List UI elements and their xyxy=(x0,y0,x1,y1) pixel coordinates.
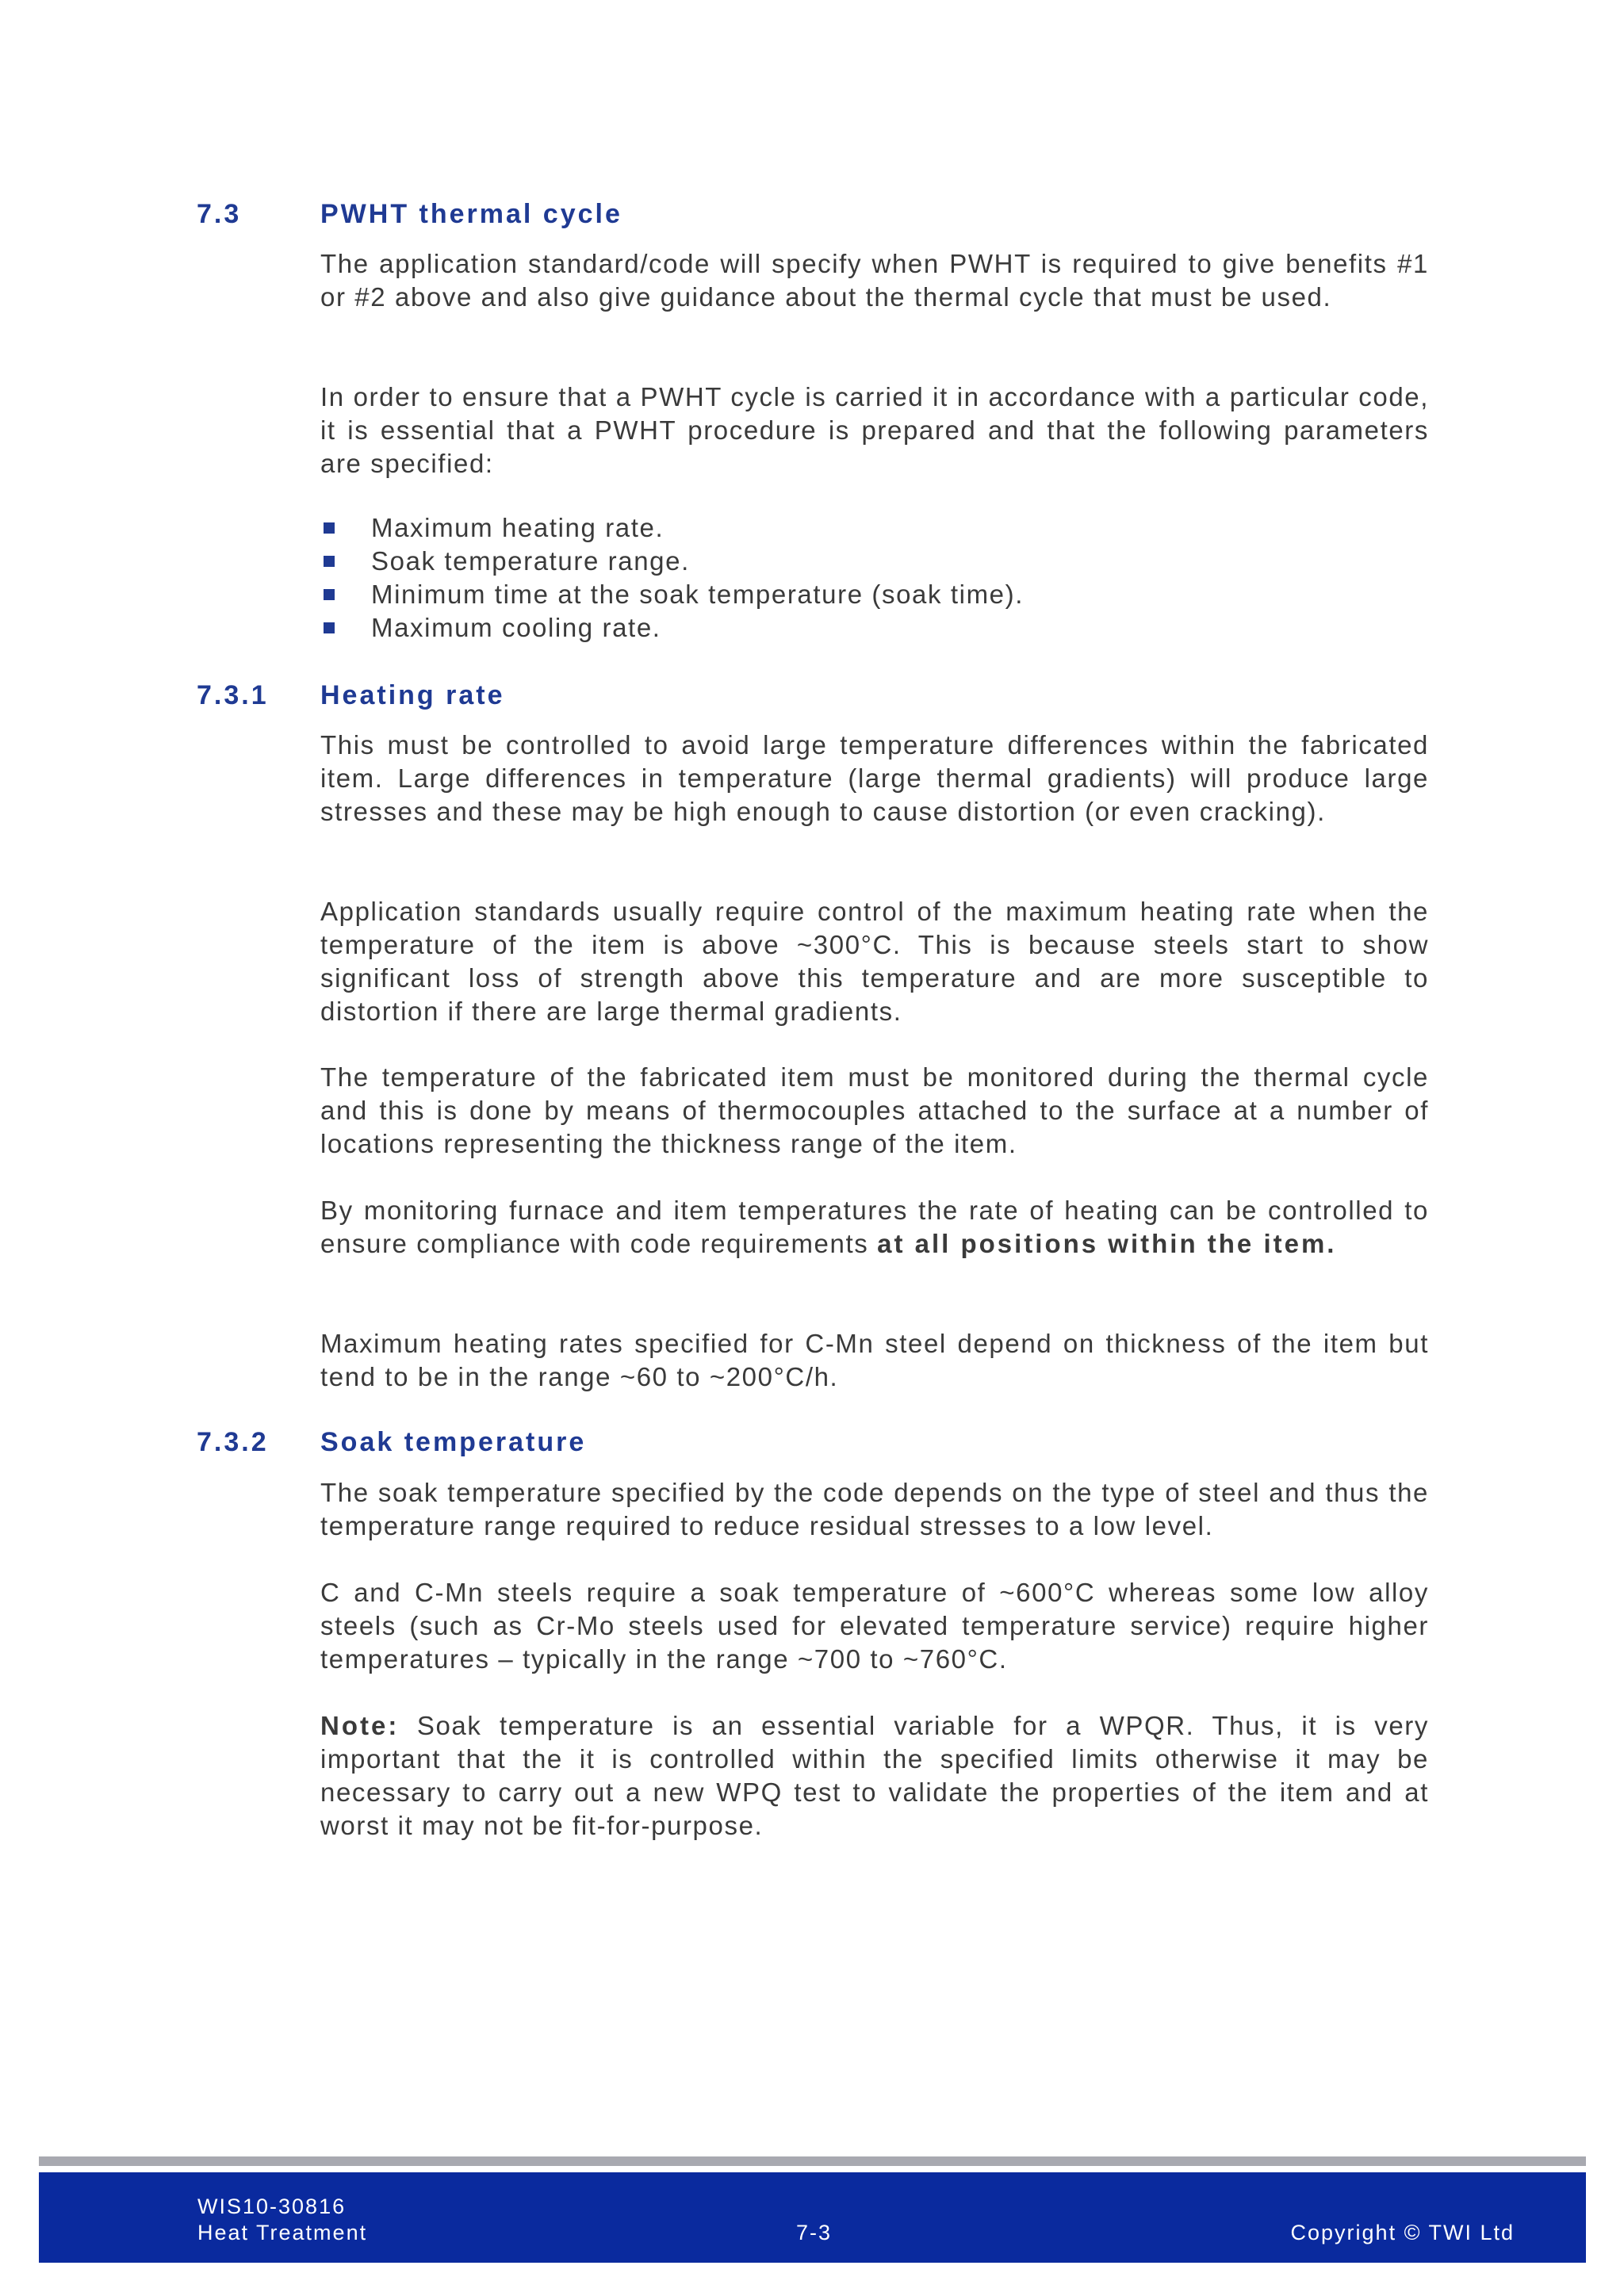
square-bullet-icon xyxy=(324,622,335,633)
paragraph: In order to ensure that a PWHT cycle is carried it in accordance with a particular code, it is essential that a PWHT procedure is prepared and that the following parameters are specified: xyxy=(320,382,1429,478)
emphasis-text: at all positions within the item. xyxy=(877,1229,1337,1258)
footer-copyright: Copyright © TWI Ltd xyxy=(1290,2221,1515,2244)
section-title: Soak temperature xyxy=(320,1427,587,1457)
paragraph: C and C-Mn steels require a soak temperature of ~600°C whereas some low alloy steels (such as Cr-Mo steels used for elevated temperature service) require higher temperatures – typically in the range ~700 to ~760°C. xyxy=(320,1578,1429,1674)
section-number: 7.3.1 xyxy=(197,680,269,710)
paragraph: The soak temperature specified by the code depends on the type of steel and thus the temperature range required to reduce residual stresses to a low level. xyxy=(320,1478,1429,1540)
section-number: 7.3 xyxy=(197,199,242,229)
section-title: PWHT thermal cycle xyxy=(320,199,622,229)
note-paragraph: Note: Soak temperature is an essential variable for a WPQR. Thus, it is very important that the it is controlled within the specified limits otherwise it may be necessary to carry out a new WPQ test to validate the properties of the item and at worst it may not be fit-for-purpose. xyxy=(320,1711,1429,1840)
paragraph: By monitoring furnace and item temperatures the rate of heating can be controlled to ensure compliance with code requirements at all positions within the item. xyxy=(320,1196,1429,1258)
list-item: Maximum cooling rate. xyxy=(320,611,1024,645)
square-bullet-icon xyxy=(324,556,335,567)
square-bullet-icon xyxy=(324,589,335,600)
section-title: Heating rate xyxy=(320,680,505,710)
note-label: Note: xyxy=(320,1711,400,1740)
paragraph: The application standard/code will specify when PWHT is required to give benefits #1 or #2 above and also give guidance about the thermal cycle that must be used. xyxy=(320,249,1429,312)
footer-chapter: Heat Treatment xyxy=(197,2221,368,2244)
paragraph: Application standards usually require control of the maximum heating rate when the temperature of the item is above ~300°C. This is because steels start to show significant loss of strength above this temperature and are more susceptible to distortion if there are large thermal gradients. xyxy=(320,897,1429,1026)
paragraph: The temperature of the fabricated item must be monitored during the thermal cycle and this is done by means of thermocouples attached to the surface at a number of locations representing the thickness range of the item. xyxy=(320,1062,1429,1158)
list-item: Maximum heating rate. xyxy=(320,511,1024,545)
square-bullet-icon xyxy=(324,522,335,534)
footer-page-number: 7-3 xyxy=(796,2221,833,2244)
footer-divider xyxy=(39,2156,1586,2166)
parameter-list xyxy=(320,511,1024,645)
list-item: Soak temperature range. xyxy=(320,545,1024,578)
section-number: 7.3.2 xyxy=(197,1427,269,1457)
footer-doc-id: WIS10-30816 xyxy=(197,2195,347,2218)
page-footer xyxy=(39,2172,1586,2263)
paragraph: Maximum heating rates specified for C-Mn steel depend on thickness of the item but tend to be in the range ~60 to ~200°C/h. xyxy=(320,1329,1429,1391)
paragraph: This must be controlled to avoid large temperature differences within the fabricated item. Large differences in temperature (large thermal gradients) will produce large stresses and these may be high enough to cause distortion (or even cracking). xyxy=(320,730,1429,826)
list-item: Minimum time at the soak temperature (soak time). xyxy=(320,578,1024,611)
